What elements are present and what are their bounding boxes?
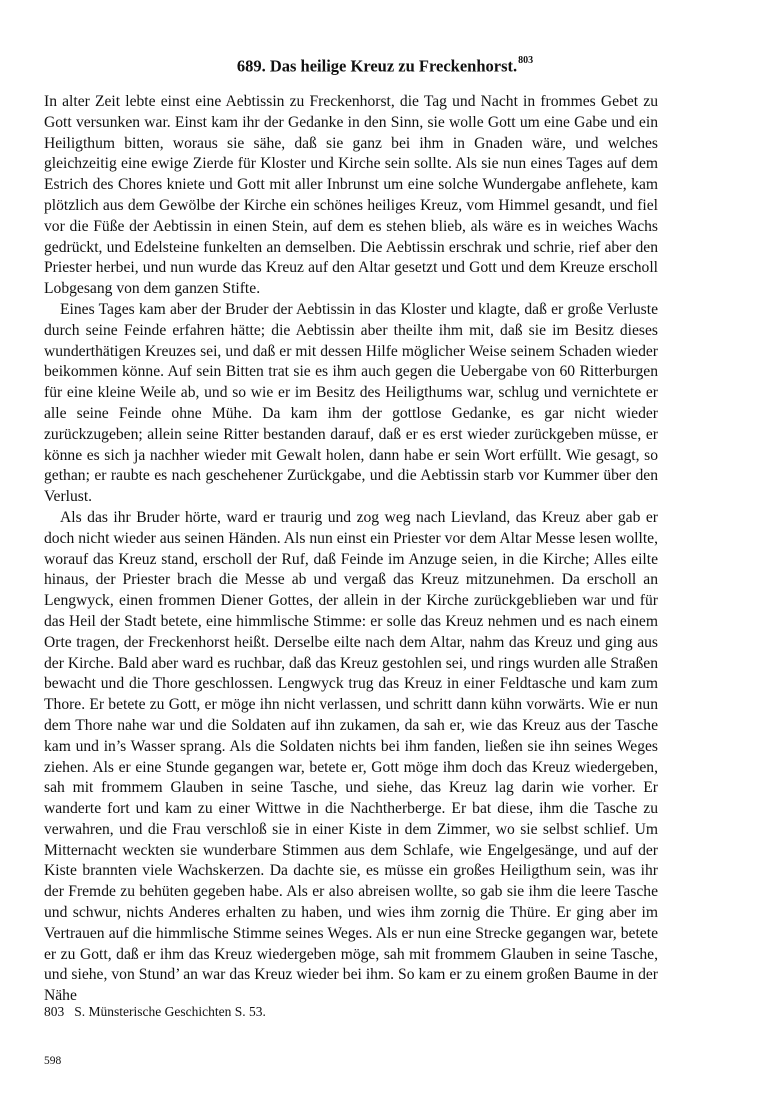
story-body	[44, 92, 658, 1007]
chapter-title: 689. Das heilige Kreuz zu Freckenhorst.	[236, 56, 518, 76]
paragraph: Eines Tages kam aber der Bruder der Aebtissin in das Kloster und klagte, daß er große Verluste durch seine Feinde erfahren hätte; die Aebtissin aber theilte ihm mit, daß sie im Besitz dieses wunderthätigen Kreuzes sei, und daß er mit dessen Hilfe möglicher Weise seinem Schaden wieder beikommen könne. Auf sein Bitten trat sie es ihm auch gegen die Uebergabe von 60 Ritterburgen für eine kleine Weile ab, und so wie er im Besitz des Heiligthums war, schlug und vernichtete er alle seine Feinde ohne Mühe. Da kam ihm der gottlose Gedanke, es gar nicht wieder zurückzugeben; allein seine Ritter bestanden darauf, daß er es erst wieder zurückgeben müsse, er könne es sich ja nachher wieder mit Gewalt holen, dann habe er sein Wort erfüllt. Wie gesagt, so gethan; er raubte es nach geschehener Zurückgabe, und die Aebtissin starb vor Kummer über den Verlust.	[44, 300, 658, 506]
page-number: 598	[44, 1055, 62, 1067]
footnote	[44, 1003, 658, 1021]
paragraph: Als das ihr Bruder hörte, ward er traurig und zog weg nach Lievland, das Kreuz aber gab er doch nicht wieder aus seinen Händen. Als nun einst ein Priester vor dem Altar Messe lesen wollte, worauf das Kreuz stand, erscholl der Ruf, daß Feinde im Anzuge seien, in die Kirche; Alles eilte hinaus, der Priester brach die Messe ab und vergaß das Kreuz mitzunehmen. Da erscholl an Lengwyck, einen frommen Diener Gottes, der allein in der Kirche zurückgeblieben war und für das Heil der Stadt betete, eine himmlische Stimme: er solle das Kreuz nehmen und es nach einem Orte tragen, der Freckenhorst heißt. Derselbe eilte nach dem Altar, nahm das Kreuz und ging aus der Kirche. Bald aber ward es ruchbar, daß das Kreuz gestohlen sei, und rings wurden alle Straßen bewacht und die Thore geschlossen. Lengwyck trug das Kreuz in einer Feldtasche und kam zum Thore. Er betete zu Gott, er möge ihn nicht verlassen, und schritt dann kühn vorwärts. Wie er nun dem Thore nahe war und die Soldaten auf ihn zukamen, da sah er, wie das Kreuz aus der Tasche kam und in’s Wasser sprang. Als die Soldaten nichts bei ihm fanden, ließen sie ihn seines Weges ziehen. Als er eine Stunde gegangen war, betete er, Gott möge ihm doch das Kreuz wiedergeben, sah mit frommem Glauben in seine Tasche, und siehe, das Kreuz lag darin wie vorher. Er wanderte fort und kam zu einer Wittwe in die Nachtherberge. Er bat diese, ihm die Tasche zu verwahren, und die Frau verschloß sie in einer Kiste in dem Zimmer, wo sie selbst schlief. Um Mitternacht weckten sie wunderbare Stimmen aus dem Schlafe, wie Engelgesänge, und auf der Kiste brannten viele Wachskerzen. Da dachte sie, es müsse ein großes Heiligthum sein, was ihr der Fremde zu behüten gegeben habe. Als er also abreisen wollte, so gab sie ihm die leere Tasche und schwur, nichts Anderes erhalten zu haben, und wies ihm zornig die Thüre. Er ging aber im Vertrauen auf die himmlische Stimme seines Weges. Als er nun eine Strecke gegangen war, betete er zu Gott, daß er ihm das Kreuz wiedergeben möge, sah mit frommem Glauben in seine Tasche, und siehe, von Stund’ an war das Kreuz wieder bei ihm. So kam er zu einem großen Baume in der Nähe	[44, 508, 658, 1005]
paragraph: In alter Zeit lebte einst eine Aebtissin zu Freckenhorst, die Tag und Nacht in frommes Gebet zu Gott versunken war. Einst kam ihr der Gedanke in den Sinn, sie wolle Gott um eine Gabe und ein Heiligthum bitten, woraus sie sähe, daß sie ganz bei ihm in Gnaden wäre, und welches gleichzeitig eine ewige Zierde für Kloster und Kirche sein sollte. Als sie nun eines Tages auf dem Estrich des Chores kniete und Gott mit aller Inbrunst um eine solche Wundergabe anflehete, kam plötzlich aus dem Gewölbe der Kirche ein schönes heiliges Kreuz, vom Himmel gesandt, und fiel vor die Füße der Aebtissin in einen Stein, auf dem es stehen blieb, als wäre es in weiches Wachs gedrückt, und Edelsteine funkelten an demselben. Die Aebtissin erschrak und schrie, rief aber den Priester herbei, und nun wurde das Kreuz auf den Altar gesetzt und Gott und dem Kreuze erscholl Lobgesang von dem ganzen Stifte.	[44, 93, 658, 298]
footnote-number: 803	[44, 1004, 65, 1019]
footnote-text: S. Münsterische Geschichten S. 53.	[74, 1004, 266, 1019]
chapter-heading	[0, 52, 770, 78]
footnote-reference[interactable]: 803	[518, 55, 534, 66]
